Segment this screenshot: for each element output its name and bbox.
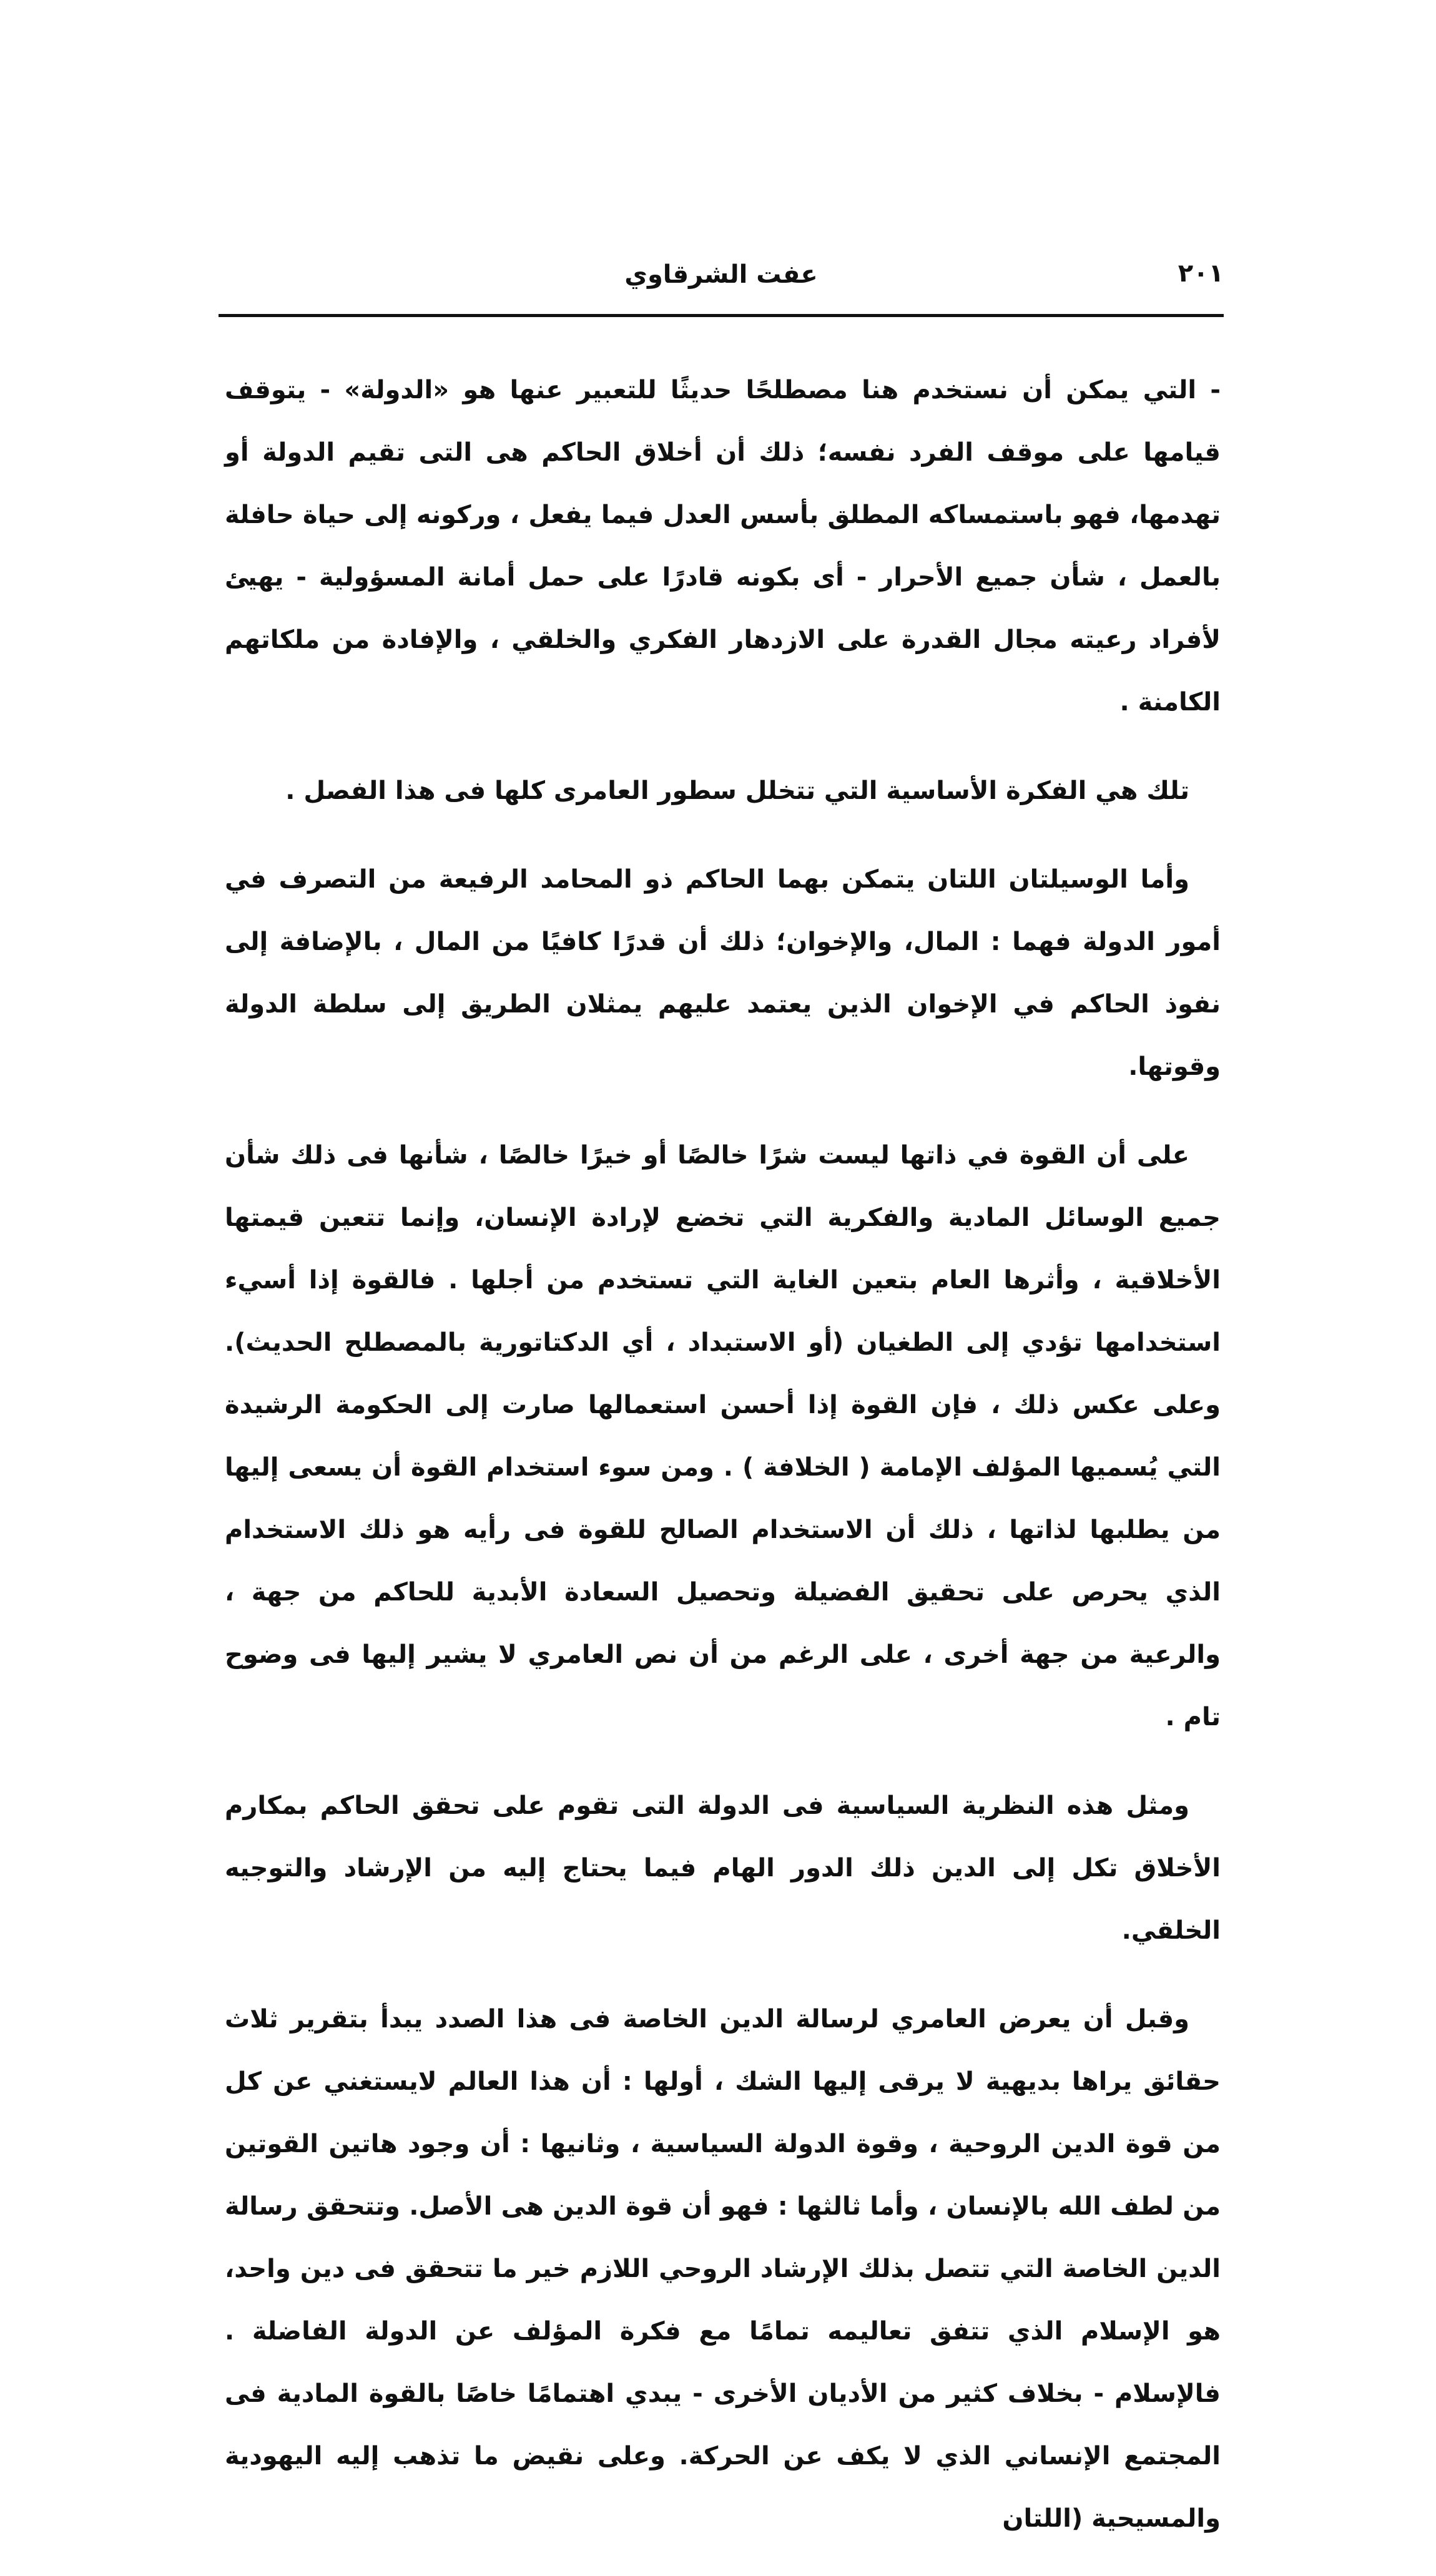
paragraph-main-idea: تلك هي الفكرة الأساسية التي تتخلل سطور العامرى كلها فى هذا الفصل . [285, 776, 1189, 805]
paragraph-power: على أن القوة في ذاتها ليست شرًا خالصًا أو خيرًا خالصًا ، شأنها فى ذلك شأن جميع الوسائل المادية والفكرية التي تخضع لإرادة الإنسان، وإنما تتعين قيمتها الأخلاقية ، وأثرها العام بتعين الغاية التي تستخدم من أجلها . فالقوة إذا أسيء استخدامها تؤدي إلى الطغيان (أو الاستبداد ، أي الدكتاتورية بالمصطلح الحديث). وعلى عكس ذلك ، فإن القوة إذا أحسن استعمالها صارت إلى الحكومة الرشيدة التي يُسميها المؤلف الإمامة ( الخلافة ) . ومن سوء استخدام القوة أن يسعى إليها من يطلبها لذاتها ، ذلك أن الاستخدام الصالح للقوة فى رأيه هو ذلك الاستخدام الذي يحرص على تحقيق الفضيلة وتحصيل السعادة الأبدية للحاكم من جهة ، والرعية من جهة أخرى ، على الرغم من أن نص العامري لا يشير إليها فى وضوح تام . [225, 1141, 1221, 1731]
header-rule [219, 314, 1224, 317]
page-number: ٢٠١ [1178, 259, 1224, 288]
paragraph-continuation: - التي يمكن أن نستخدم هنا مصطلحًا حديثًا للتعبير عنها هو «الدولة» - يتوقف قيامها على موقف الفرد نفسه؛ ذلك أن أخلاق الحاكم هى التى تقيم الدولة أو تهدمها، فهو باستمساكه المطلق بأسس العدل فيما يفعل ، وركونه إلى حياة حافلة بالعمل ، شأن جميع الأحرار - أى بكونه قادرًا على حمل أمانة المسؤولية - يهيئ لأفراد رعيته مجال القدرة على الازدهار الفكري والخلقي ، والإفادة من ملكاتهم الكامنة . [225, 376, 1221, 717]
page-header [219, 253, 1224, 328]
paragraph-three-truths: وقبل أن يعرض العامري لرسالة الدين الخاصة فى هذا الصدد يبدأ بتقرير ثلاث حقائق يراها بديهية لا يرقى إليها الشك ، أولها : أن هذا العالم لايستغني عن كل من قوة الدين الروحية ، وقوة الدولة السياسية ، وثانيها : أن وجود هاتين القوتين من لطف الله بالإنسان ، وأما ثالثها : فهو أن قوة الدين هى الأصل. وتتحقق رسالة الدين الخاصة التي تتصل بذلك الإرشاد الروحي اللازم خير ما تتحقق فى دين واحد، هو الإسلام الذي تتفق تعاليمه تمامًا مع فكرة المؤلف عن الدولة الفاضلة . فالإسلام - بخلاف كثير من الأديان الأخرى - يبدي اهتمامًا خاصًا بالقوة المادية فى المجتمع الإنساني الذي لا يكف عن الحركة. وعلى نقيض ما تذهب إليه اليهودية والمسيحية (اللتان [225, 2005, 1221, 2533]
running-title: عفت الشرقاوي [624, 260, 818, 289]
body-text [225, 359, 1221, 2576]
paragraph-political-theory: ومثل هذه النظرية السياسية فى الدولة التى تقوم على تحقق الحاكم بمكارم الأخلاق تكل إلى الدين ذلك الدور الهام فيما يحتاج إليه من الإرشاد والتوجيه الخلقي. [225, 1791, 1221, 1945]
paragraph-two-means: وأما الوسيلتان اللتان يتمكن بهما الحاكم ذو المحامد الرفيعة من التصرف في أمور الدولة فهما : المال، والإخوان؛ ذلك أن قدرًا كافيًا من المال ، بالإضافة إلى نفوذ الحاكم في الإخوان الذين يعتمد عليهم يمثلان الطريق إلى سلطة الدولة وقوتها. [225, 865, 1221, 1081]
